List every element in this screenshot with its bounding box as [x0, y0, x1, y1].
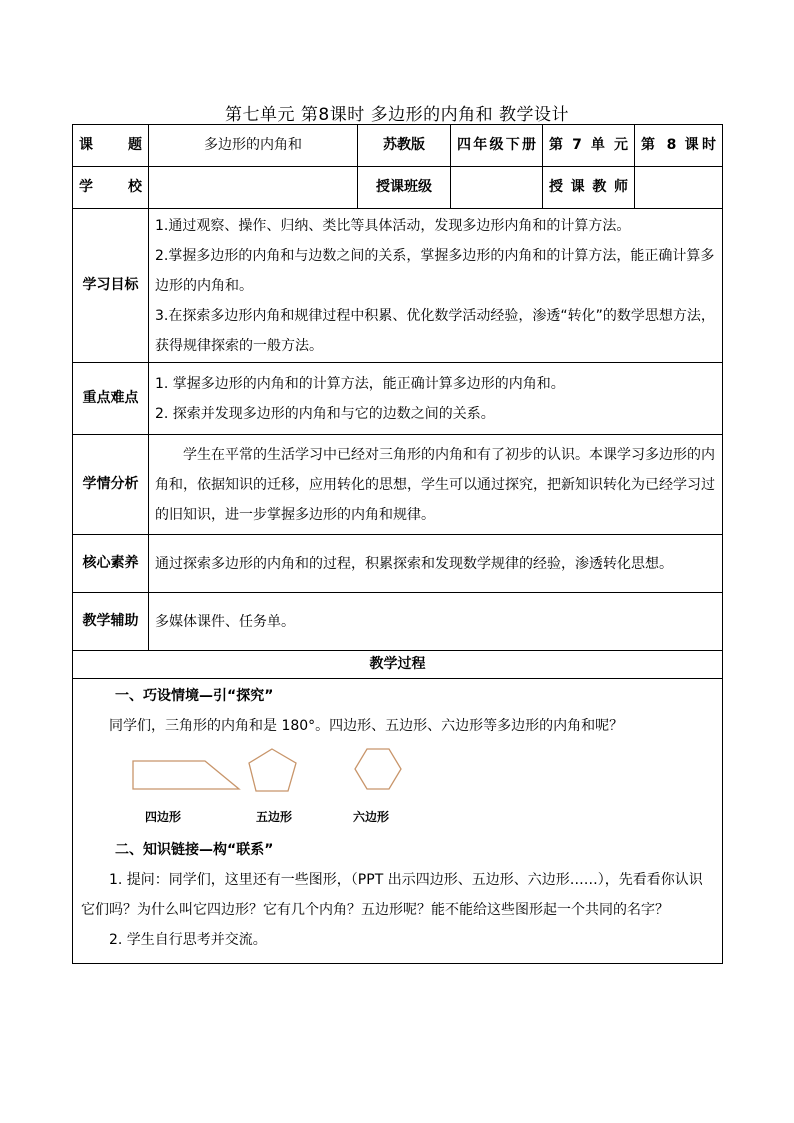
shapes-drawing [121, 747, 451, 807]
aids-content [149, 593, 723, 651]
key-points-content [149, 363, 723, 435]
goals-label: 学习目标 [73, 209, 149, 363]
topic-label: 课 题 [73, 125, 149, 167]
analysis-text: 学生在平常的生活学习中已经对三角形的内角和有了初步的认识。本课学习多边形的内角和，依据知识的迁移，应用转化的思想，学生可以通过探究，把新知识转化为已经学习过的旧知识，进一步掌握多边形的内角和规律。 [155, 446, 715, 523]
analysis-content [149, 435, 723, 535]
section1-title: 一、巧设情境—引“探究” [115, 688, 274, 704]
process-heading-row [73, 651, 723, 679]
goal-item: 2.掌握多边形的内角和与边数之间的关系，掌握多边形的内角和的计算方法，能正确计算多边形的内角和。 [155, 247, 715, 294]
quadrilateral-icon [133, 761, 239, 789]
topic-value: 多边形的内角和 [149, 125, 358, 167]
process-row [73, 679, 723, 964]
aids-label: 教学辅助 [73, 593, 149, 651]
grade-label: 四年级下册 [451, 125, 543, 167]
school-row [73, 167, 723, 209]
lesson-plan-table [72, 124, 723, 964]
edition-label: 苏教版 [358, 125, 451, 167]
school-label: 学 校 [73, 167, 149, 209]
aids-row [73, 593, 723, 651]
class-label: 授课班级 [358, 167, 451, 209]
goal-item: 3.在探索多边形内角和规律过程中积累、优化数学活动经验，渗透“转化”的数学思想方法，获得规律探索的一般方法。 [155, 307, 715, 354]
hexagon-label: 六边形 [353, 810, 390, 824]
key-points-row [73, 363, 723, 435]
literacy-label: 核心素养 [73, 535, 149, 593]
section1-text: 同学们，三角形的内角和是 180°。四边形、五边形、六边形等多边形的内角和呢？ [109, 718, 624, 734]
pentagon-icon [249, 749, 296, 791]
process-heading: 教学过程 [73, 651, 723, 679]
key-point-item: 1. 掌握多边形的内角和的计算方法，能正确计算多边形的内角和。 [155, 375, 565, 392]
goal-item: 1.通过观察、操作、归纳、类比等具体活动，发现多边形内角和的计算方法。 [155, 217, 631, 234]
goals-row [73, 209, 723, 363]
literacy-row [73, 535, 723, 593]
section2-title: 二、知识链接—构“联系” [115, 842, 274, 858]
unit-label: 第7单元 [543, 125, 635, 167]
key-points-label: 重点难点 [73, 363, 149, 435]
school-value[interactable] [149, 167, 358, 209]
topic-row [73, 125, 723, 167]
literacy-content [149, 535, 723, 593]
aids-text: 多媒体课件、任务单。 [155, 613, 295, 630]
analysis-row [73, 435, 723, 535]
lesson-label: 第 8 课时 [635, 125, 723, 167]
goals-content [149, 209, 723, 363]
analysis-label: 学情分析 [73, 435, 149, 535]
shapes-figure [81, 741, 714, 831]
teacher-label: 授课教师 [543, 167, 635, 209]
literacy-text: 通过探索多边形的内角和的过程，积累探索和发现数学规律的经验，渗透转化思想。 [155, 555, 673, 572]
process-content [73, 679, 723, 964]
pentagon-label: 五边形 [256, 810, 293, 824]
section2-item-2: 2. 学生自行思考并交流。 [109, 932, 267, 948]
key-point-item: 2. 探索并发现多边形的内角和与它的边数之间的关系。 [155, 405, 495, 422]
teacher-value[interactable] [635, 167, 723, 209]
quadrilateral-label: 四边形 [145, 810, 182, 824]
class-value[interactable] [451, 167, 543, 209]
section2-item-1: 1. 提问：同学们，这里还有一些图形，（PPT 出示四边形、五边形、六边形……），先看看你认识它们吗？为什么叫它四边形？它有几个内角？五边形呢？能不能给这些图形起一个共同的名字？ [81, 872, 703, 918]
page-title: 第七单元 第8课时 多边形的内角和 教学设计 [224, 105, 570, 125]
hexagon-icon [355, 749, 401, 789]
